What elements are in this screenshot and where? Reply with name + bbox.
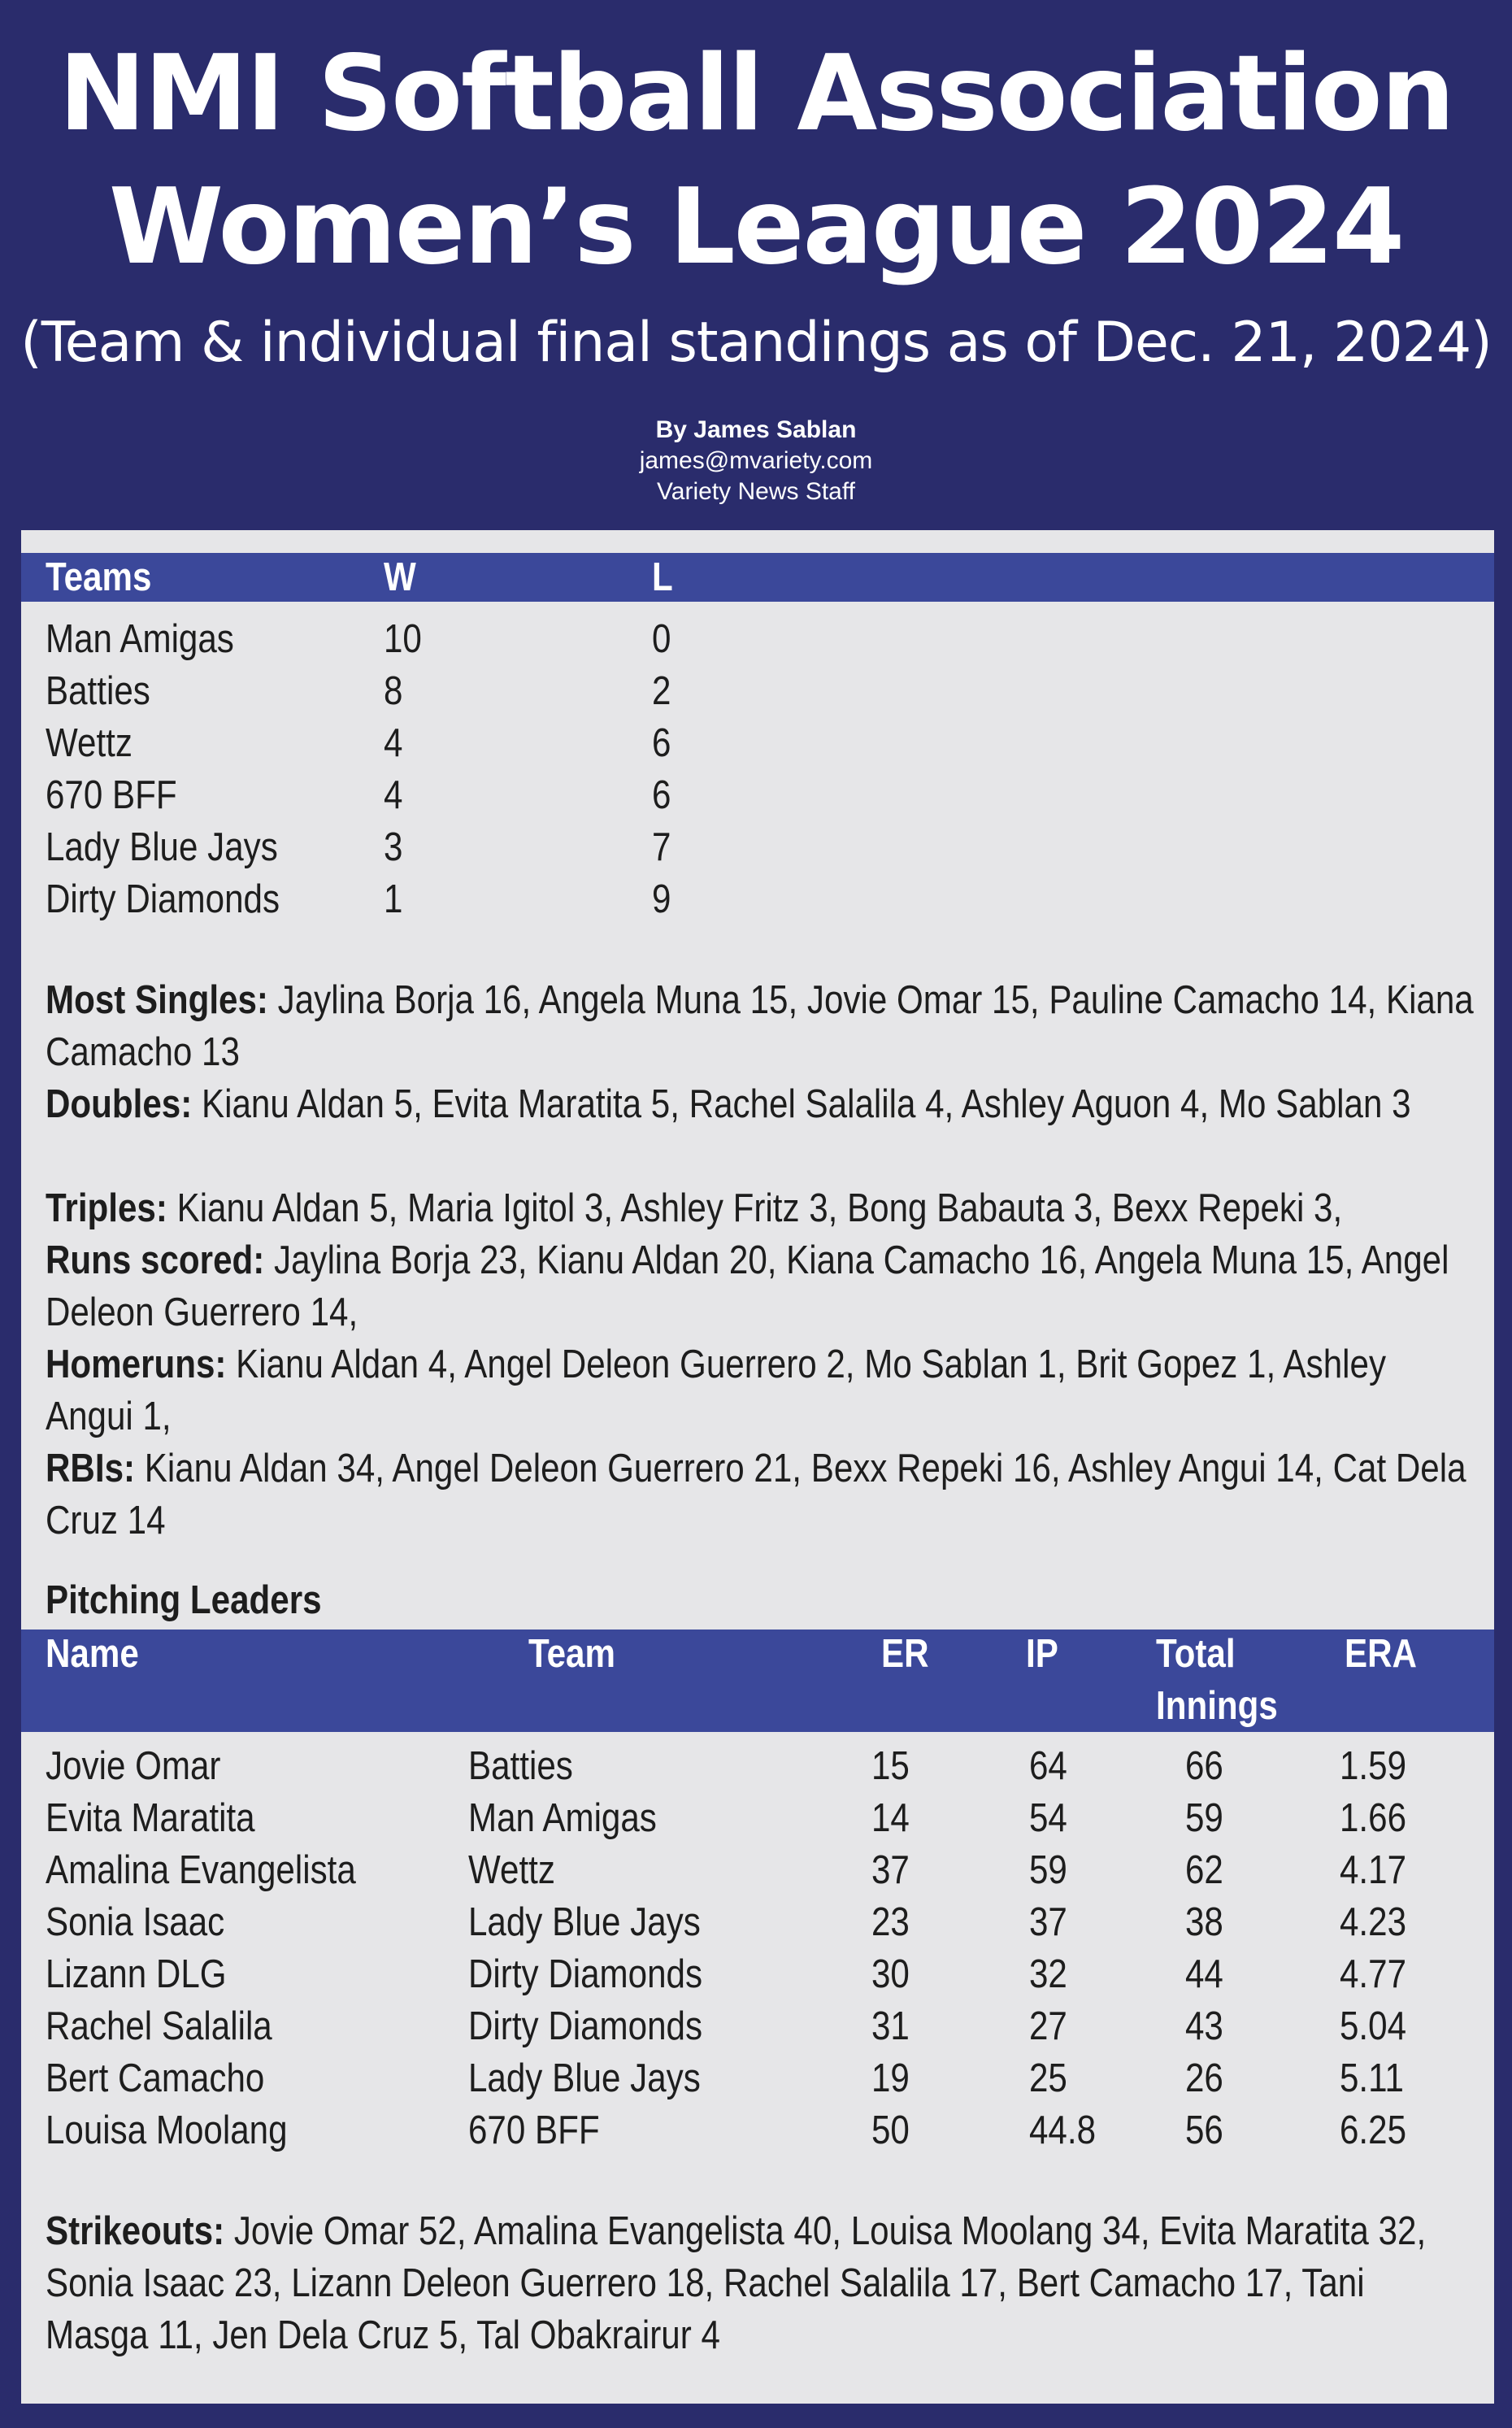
team-losses: 0 bbox=[652, 617, 671, 661]
byline-email: james@mvariety.com bbox=[639, 447, 873, 474]
pitcher-total-innings: 66 bbox=[1185, 1744, 1223, 1788]
col-wins: W bbox=[384, 555, 416, 599]
team-wins: 4 bbox=[384, 721, 403, 765]
pitcher-team: Lady Blue Jays bbox=[468, 1900, 701, 1944]
col-ip: IP bbox=[1026, 1632, 1058, 1676]
byline bbox=[0, 415, 1512, 507]
pitcher-team: Wettz bbox=[468, 1848, 555, 1892]
team-name: Dirty Diamonds bbox=[46, 877, 280, 921]
title-line-1: NMI Softball Association bbox=[59, 33, 1453, 154]
pitcher-team: 670 BFF bbox=[468, 2108, 600, 2152]
team-wins: 1 bbox=[384, 877, 403, 921]
col-losses: L bbox=[652, 555, 673, 599]
col-team: Team bbox=[528, 1632, 615, 1676]
team-wins: 8 bbox=[384, 669, 403, 713]
pitcher-name: Evita Maratita bbox=[46, 1796, 255, 1840]
pitcher-ip: 32 bbox=[1029, 1952, 1067, 1996]
team-losses: 6 bbox=[652, 721, 671, 765]
pitcher-er: 15 bbox=[871, 1744, 910, 1788]
col-era: ERA bbox=[1345, 1632, 1417, 1676]
col-total: Total bbox=[1156, 1632, 1236, 1676]
pitcher-total-innings: 26 bbox=[1185, 2056, 1223, 2100]
pitcher-team: Batties bbox=[468, 1744, 573, 1788]
masthead bbox=[0, 0, 1512, 529]
pitching-header bbox=[21, 1630, 1494, 1732]
col-name: Name bbox=[46, 1632, 139, 1676]
pitcher-era: 1.66 bbox=[1340, 1796, 1407, 1840]
pitcher-er: 30 bbox=[871, 1952, 910, 1996]
pitcher-ip: 25 bbox=[1029, 2056, 1067, 2100]
title-line-2: Women’s League 2024 bbox=[108, 167, 1404, 288]
standings-panel bbox=[21, 530, 1494, 2404]
pitcher-er: 14 bbox=[871, 1796, 910, 1840]
triples: Triples: Kianu Aldan 5, Maria Igitol 3, Ashley Fritz 3, Bong Babauta 3, Bexx Repeki 3, bbox=[46, 1186, 1343, 1230]
col-total-innings: Innings bbox=[1156, 1684, 1278, 1728]
pitcher-er: 23 bbox=[871, 1900, 910, 1944]
pitcher-ip: 37 bbox=[1029, 1900, 1067, 1944]
pitcher-era: 4.23 bbox=[1340, 1900, 1407, 1944]
pitcher-ip: 44.8 bbox=[1029, 2108, 1097, 2152]
subtitle: (Team & individual final standings as of Dec. 21, 2024) bbox=[20, 311, 1492, 375]
standings-header bbox=[21, 553, 1494, 602]
pitcher-name: Lizann DLG bbox=[46, 1952, 227, 1996]
pitcher-total-innings: 59 bbox=[1185, 1796, 1223, 1840]
pitcher-ip: 54 bbox=[1029, 1796, 1067, 1840]
pitcher-name: Louisa Moolang bbox=[46, 2108, 288, 2152]
pitcher-ip: 64 bbox=[1029, 1744, 1067, 1788]
team-name: Batties bbox=[46, 669, 150, 713]
pitcher-total-innings: 44 bbox=[1185, 1952, 1223, 1996]
pitching-title: Pitching Leaders bbox=[46, 1578, 322, 1622]
pitcher-era: 5.04 bbox=[1340, 2004, 1407, 2048]
homeruns: Homeruns: Kianu Aldan 4, Angel Deleon Guerrero 2, Mo Sablan 1, Brit Gopez 1, Ashley Angui 1, bbox=[46, 1342, 1387, 1438]
pitcher-name: Sonia Isaac bbox=[46, 1900, 225, 1944]
team-wins: 4 bbox=[384, 773, 403, 817]
pitcher-er: 50 bbox=[871, 2108, 910, 2152]
byline-staff: Variety News Staff bbox=[657, 478, 855, 505]
team-losses: 7 bbox=[652, 825, 671, 869]
pitcher-name: Bert Camacho bbox=[46, 2056, 265, 2100]
team-wins: 10 bbox=[384, 617, 422, 661]
pitcher-total-innings: 43 bbox=[1185, 2004, 1223, 2048]
pitcher-total-innings: 62 bbox=[1185, 1848, 1223, 1892]
pitcher-total-innings: 56 bbox=[1185, 2108, 1223, 2152]
team-name: Wettz bbox=[46, 721, 133, 765]
team-name: Lady Blue Jays bbox=[46, 825, 278, 869]
pitcher-total-innings: 38 bbox=[1185, 1900, 1223, 1944]
pitcher-er: 31 bbox=[871, 2004, 910, 2048]
pitcher-name: Rachel Salalila bbox=[46, 2004, 272, 2048]
pitcher-era: 6.25 bbox=[1340, 2108, 1407, 2152]
col-er: ER bbox=[881, 1632, 929, 1676]
team-name: 670 BFF bbox=[46, 773, 177, 817]
col-teams: Teams bbox=[46, 555, 152, 599]
pitcher-era: 1.59 bbox=[1340, 1744, 1407, 1788]
byline-name: By James Sablan bbox=[655, 416, 857, 443]
team-losses: 9 bbox=[652, 877, 671, 921]
pitcher-er: 37 bbox=[871, 1848, 910, 1892]
pitcher-team: Man Amigas bbox=[468, 1796, 657, 1840]
team-losses: 6 bbox=[652, 773, 671, 817]
strikeouts: Strikeouts: Jovie Omar 52, Amalina Evangelista 40, Louisa Moolang 34, Evita Maratita 32, Sonia Isaac 23, Lizann Deleon Guerrero 18, Rachel Salalila 17, Bert Camacho 17, Tani Masga 11, Jen Dela Cruz 5, Tal Obakrairur 4 bbox=[46, 2209, 1427, 2357]
team-wins: 3 bbox=[384, 825, 403, 869]
doubles: Doubles: Kianu Aldan 5, Evita Maratita 5, Rachel Salalila 4, Ashley Aguon 4, Mo Sablan 3 bbox=[46, 1082, 1411, 1126]
pitcher-er: 19 bbox=[871, 2056, 910, 2100]
rbis: RBIs: Kianu Aldan 34, Angel Deleon Guerrero 21, Bexx Repeki 16, Ashley Angui 14, Cat Dela Cruz 14 bbox=[46, 1447, 1466, 1543]
pitcher-name: Amalina Evangelista bbox=[46, 1848, 356, 1892]
team-name: Man Amigas bbox=[46, 617, 234, 661]
most-singles: Most Singles: Jaylina Borja 16, Angela Muna 15, Jovie Omar 15, Pauline Camacho 14, Kiana Camacho 13 bbox=[46, 978, 1474, 1074]
pitcher-team: Dirty Diamonds bbox=[468, 1952, 703, 1996]
pitcher-ip: 59 bbox=[1029, 1848, 1067, 1892]
pitcher-team: Dirty Diamonds bbox=[468, 2004, 703, 2048]
pitcher-ip: 27 bbox=[1029, 2004, 1067, 2048]
pitcher-era: 4.77 bbox=[1340, 1952, 1407, 1996]
pitcher-era: 4.17 bbox=[1340, 1848, 1407, 1892]
pitcher-era: 5.11 bbox=[1340, 2056, 1404, 2100]
pitcher-team: Lady Blue Jays bbox=[468, 2056, 701, 2100]
runs-scored: Runs scored: Jaylina Borja 23, Kianu Aldan 20, Kiana Camacho 16, Angela Muna 15, Angel Deleon Guerrero 14, bbox=[46, 1238, 1449, 1334]
team-losses: 2 bbox=[652, 669, 671, 713]
pitcher-name: Jovie Omar bbox=[46, 1744, 221, 1788]
